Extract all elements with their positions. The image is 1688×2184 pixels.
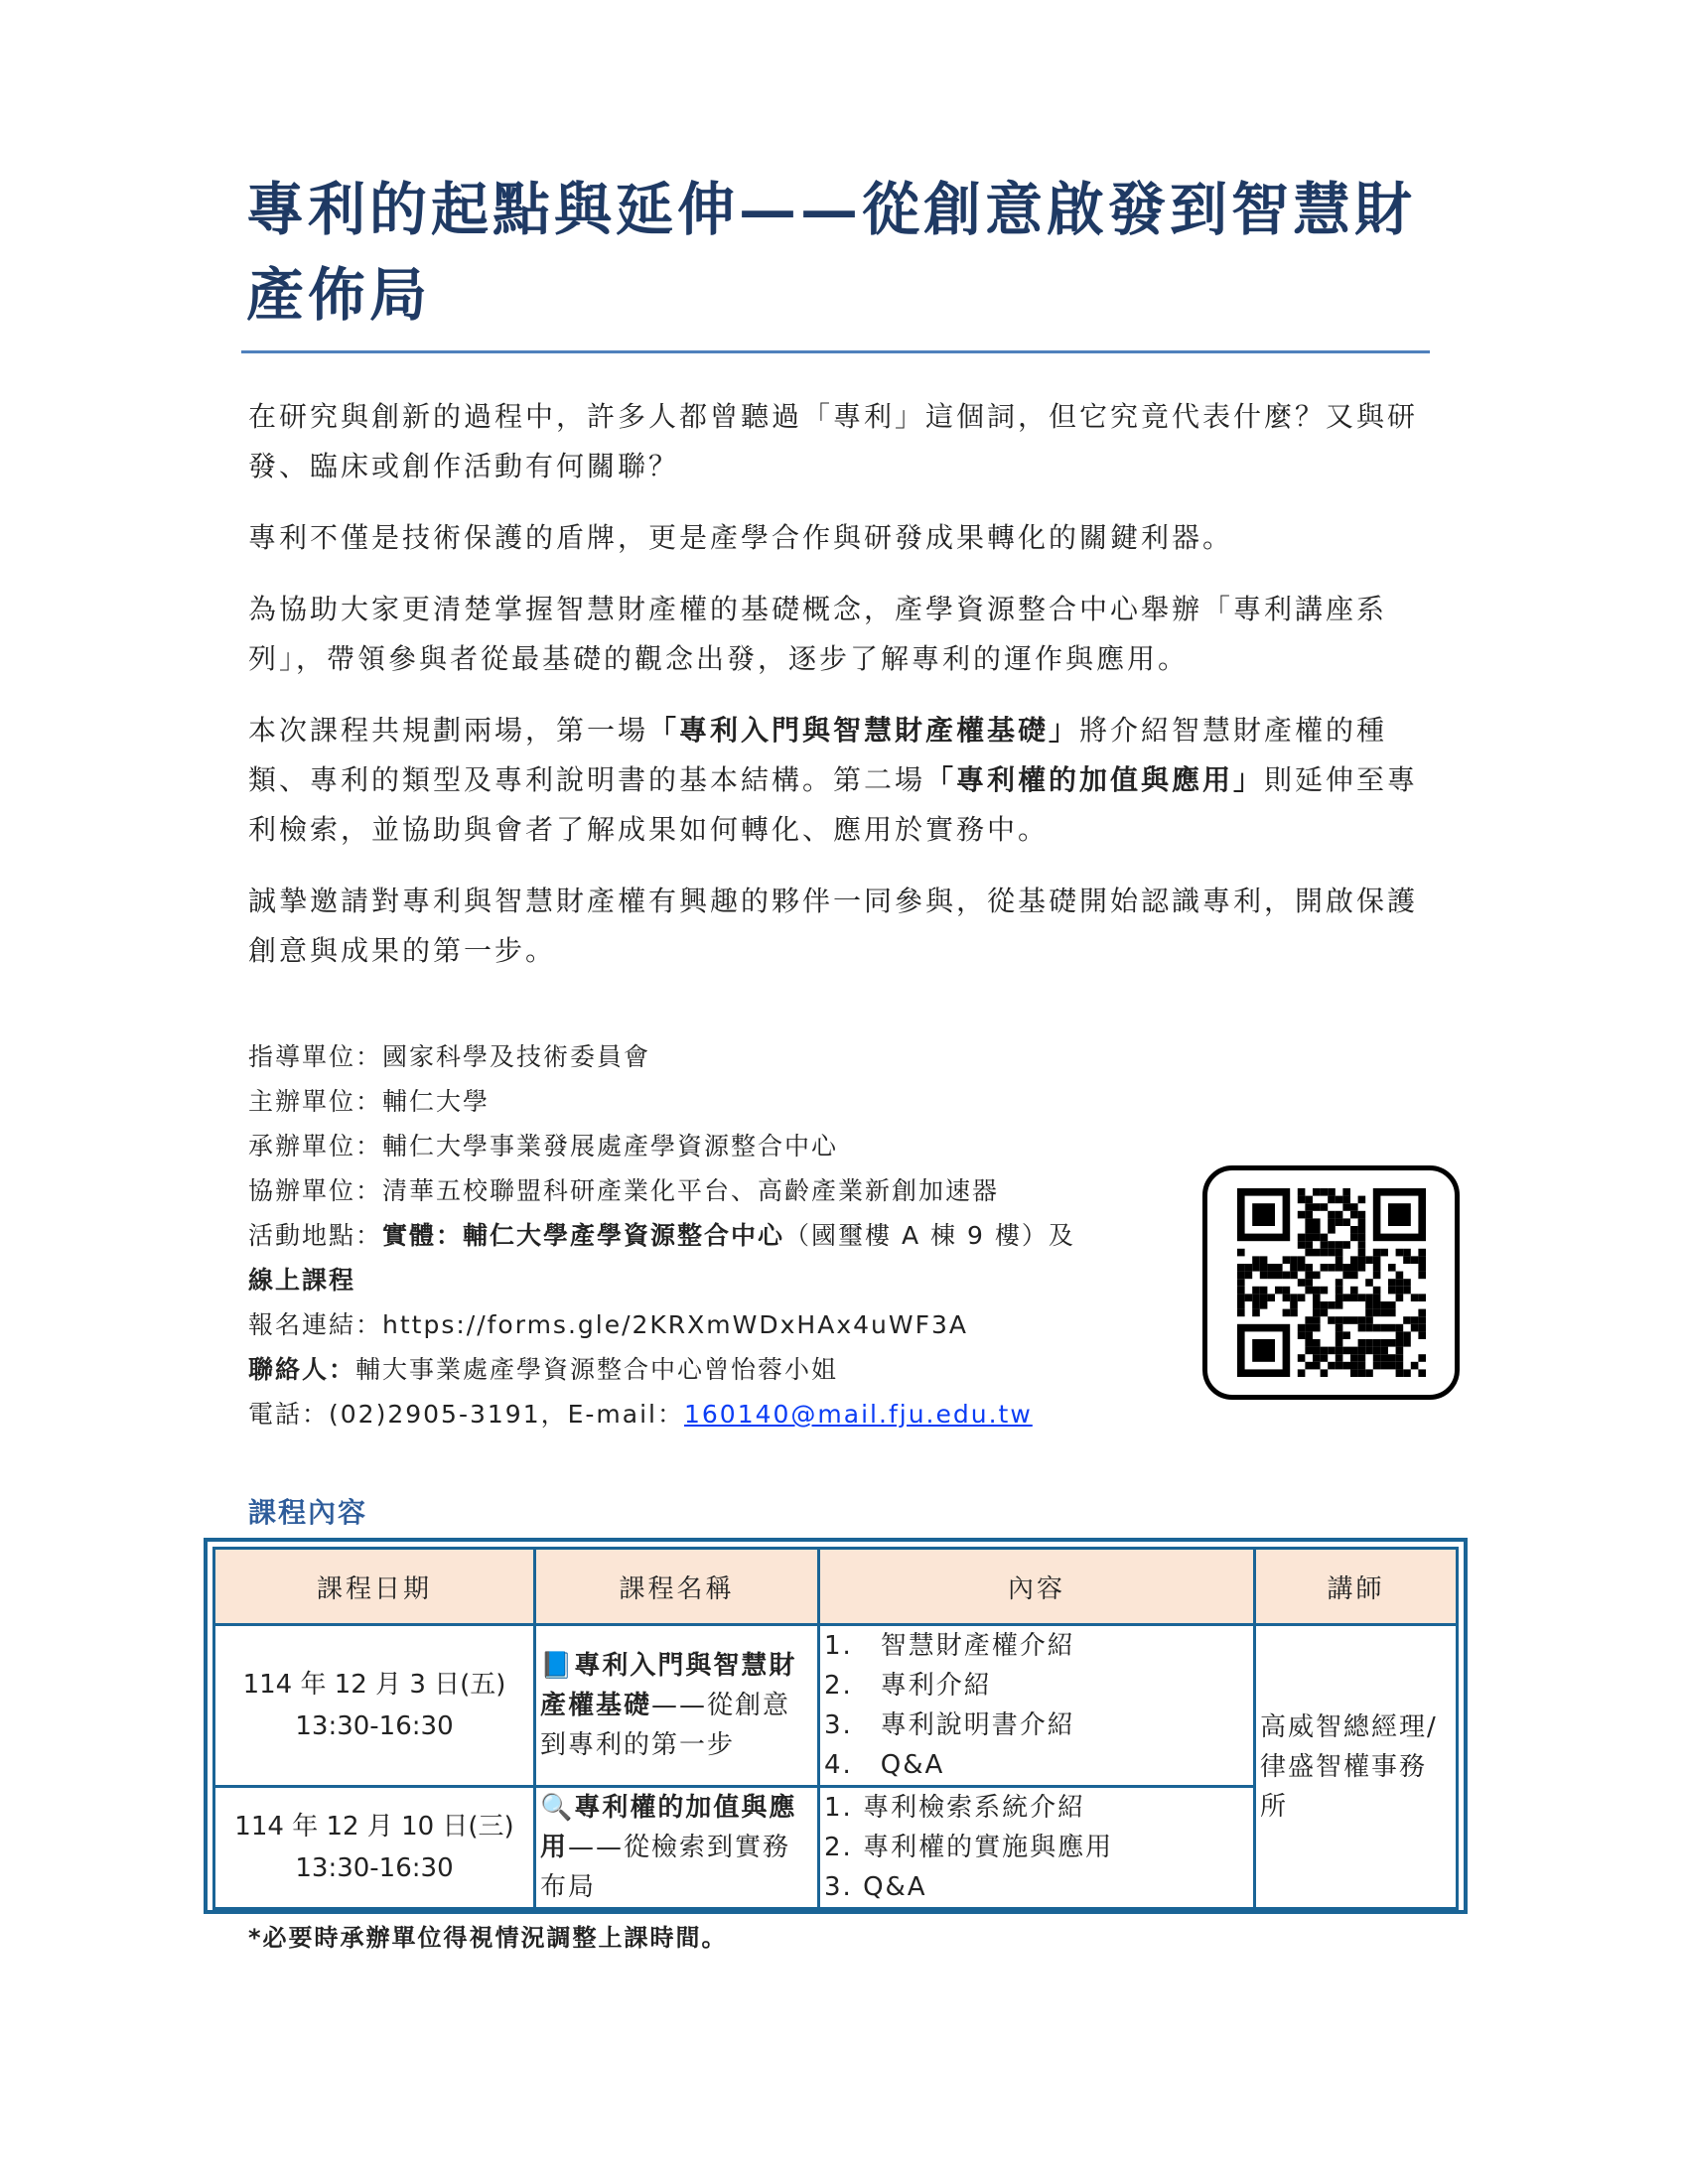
- venue-physical: 實體：輔仁大學產學資源整合中心: [382, 1221, 785, 1250]
- course-name: 專利入門與智慧財產權基礎: [540, 1651, 797, 1720]
- label: 協辦單位：: [248, 1176, 383, 1205]
- label: 主辦單位：: [248, 1087, 383, 1116]
- section-title: 課程內容: [248, 1496, 368, 1529]
- session-1-title: 「專利入門與智慧財產權基礎」: [648, 714, 1080, 747]
- value: 輔大事業處產學資源整合中心曾怡蓉小姐: [355, 1355, 839, 1384]
- header-instructor: 講師: [1255, 1549, 1458, 1625]
- paragraph-4: [248, 706, 1435, 855]
- label: 活動地點：: [248, 1221, 383, 1250]
- paragraph-1: 在研究與創新的過程中，許多人都曾聽過「專利」這個詞，但它究竟代表什麼？又與研發、臨床或創作活動有何關聯？: [248, 400, 1419, 482]
- header-date: 課程日期: [214, 1549, 535, 1625]
- qr-code-icon: [1237, 1188, 1426, 1377]
- value: 國家科學及技術委員會: [382, 1042, 651, 1071]
- qr-code: [1202, 1165, 1460, 1400]
- date-cell: [214, 1787, 535, 1909]
- label: 指導單位：: [248, 1042, 383, 1071]
- footnote: *必要時承辦單位得視情況調整上課時間。: [248, 1924, 728, 1952]
- time: 13:30-16:30: [295, 1711, 454, 1741]
- venue-online-text: 線上課程: [248, 1266, 356, 1295]
- course-table: [204, 1538, 1468, 1914]
- content-item: 4. Q&A: [824, 1750, 945, 1780]
- date: 114 年 12 月 3 日(五): [242, 1670, 506, 1700]
- title-divider: [241, 350, 1430, 353]
- paragraph-2: 專利不僅是技術保護的盾牌，更是產學合作與研發成果轉化的關鍵利器。: [248, 521, 1234, 554]
- name-cell: [535, 1787, 819, 1909]
- venue-detail: （國璽樓 A 棟 9 樓）及: [784, 1221, 1075, 1250]
- content-cell: [819, 1787, 1255, 1909]
- p4-text: 將介紹智慧財產權的種類、專利的類型及專利說明書的基本結構。第二場: [248, 714, 1388, 796]
- registration: [248, 1302, 1075, 1347]
- guide-unit: [248, 1034, 1075, 1079]
- course-subtitle: ——從創意到專利的第一步: [540, 1691, 791, 1760]
- content-item: 1. 智慧財產權介紹: [824, 1631, 1075, 1661]
- label: 電話：: [248, 1400, 330, 1429]
- value: 輔仁大學事業發展處產學資源整合中心: [382, 1132, 839, 1160]
- p4-text: 則延伸至專利檢索，並協助與會者了解成果如何轉化、應用於實務中。: [248, 763, 1419, 846]
- paragraph-5: 誠摯邀請對專利與智慧財產權有興趣的夥伴一同參與，從基礎開始認識專利，開啟保護創意與成果的第一步。: [248, 885, 1419, 967]
- magnifier-icon: 🔍: [540, 1793, 575, 1823]
- content-item: 2. 專利介紹: [824, 1671, 992, 1701]
- label: 承辦單位：: [248, 1132, 383, 1160]
- table-header: [214, 1549, 1458, 1625]
- contact: [248, 1347, 1075, 1392]
- value: 輔仁大學: [382, 1087, 491, 1116]
- email-link[interactable]: 160140@mail.fju.edu.tw: [684, 1400, 1033, 1429]
- co-organizer-unit: [248, 1168, 1075, 1213]
- time: 13:30-16:30: [295, 1853, 454, 1883]
- content-item: 1. 專利檢索系統介紹: [824, 1793, 1086, 1823]
- organizer-unit: [248, 1124, 1075, 1168]
- venue: [248, 1213, 1075, 1258]
- label: ，E-mail：: [540, 1400, 684, 1429]
- host-unit: [248, 1079, 1075, 1124]
- instructor-cell: 高威智總經理/律盛智權事務所: [1255, 1625, 1458, 1909]
- course-name: 專利權的加值與應用: [540, 1793, 797, 1862]
- content-item: 3. Q&A: [824, 1872, 927, 1902]
- page-title: 專利的起點與延伸——從創意啟發到智慧財產佈局: [246, 176, 1417, 329]
- paragraph-3: 為協助大家更清楚掌握智慧財產權的基礎概念，產學資源整合中心舉辦「專利講座系列」，帶領參與者從最基礎的觀念出發，逐步了解專利的運作與應用。: [248, 593, 1388, 675]
- table-row: [214, 1625, 1458, 1787]
- name-cell: [535, 1625, 819, 1787]
- phone: (02)2905-3191: [329, 1400, 541, 1429]
- intro-text: [248, 392, 1435, 998]
- book-icon: 📘: [540, 1651, 575, 1681]
- venue-online: [248, 1258, 1075, 1302]
- p4-text: 本次課程共規劃兩場，第一場: [248, 714, 649, 747]
- content-item: 3. 專利說明書介紹: [824, 1710, 1075, 1740]
- date: 114 年 12 月 10 日(三): [234, 1812, 514, 1842]
- label: 聯絡人：: [248, 1355, 356, 1384]
- session-2-title: 「專利權的加值與應用」: [925, 763, 1265, 796]
- date-cell: [214, 1625, 535, 1787]
- header-name: 課程名稱: [535, 1549, 819, 1625]
- header-content: 內容: [819, 1549, 1255, 1625]
- label: 報名連結：: [248, 1310, 383, 1339]
- value: 清華五校聯盟科研產業化平台、高齡產業新創加速器: [382, 1176, 1000, 1205]
- content-cell: [819, 1625, 1255, 1787]
- course-subtitle: ——從檢索到實務布局: [540, 1833, 791, 1902]
- content-item: 2. 專利權的實施與應用: [824, 1833, 1114, 1862]
- event-info: [248, 1034, 1075, 1436]
- phone-email: [248, 1392, 1075, 1436]
- registration-url[interactable]: https://forms.gle/2KRXmWDxHAx4uWF3A: [382, 1310, 968, 1339]
